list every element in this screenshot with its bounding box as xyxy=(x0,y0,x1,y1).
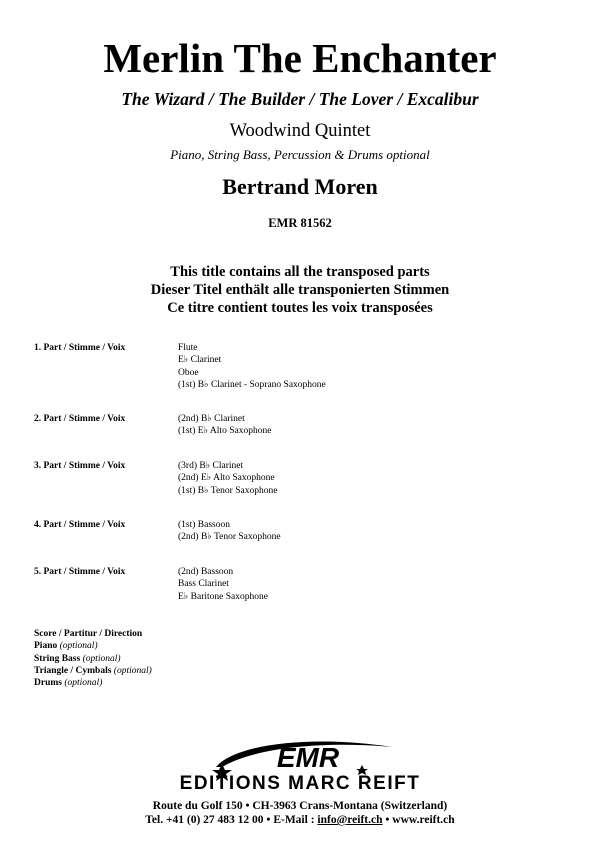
extra-name: Score / Partitur / Direction xyxy=(34,629,143,639)
instrument-item: (1st) Bassoon xyxy=(178,520,230,530)
part-label: 4. Part / Stimme / Voix xyxy=(34,520,126,530)
instrument-item: (2nd) Bassoon xyxy=(178,567,234,577)
notice-german: Dieser Titel enthält alle transponierten Stimmen xyxy=(150,282,450,298)
instrument-item: Oboe xyxy=(178,367,199,378)
additional-scores-list xyxy=(34,628,152,689)
phone-text: Tel. +41 (0) 27 483 12 00 • E-Mail : xyxy=(145,814,318,826)
instrument-item: Bass Clarinet xyxy=(178,579,229,590)
instrument-item: E♭ Baritone Saxophone xyxy=(178,591,268,602)
instrument-item: E♭ Clarinet xyxy=(178,355,222,366)
extra-note: (optional) xyxy=(113,665,152,676)
website-text: • www.reift.ch xyxy=(382,814,455,826)
part-instruments xyxy=(178,460,277,497)
part-label: 3. Part / Stimme / Voix xyxy=(34,461,126,471)
extra-name: Piano xyxy=(34,641,58,652)
part-instruments xyxy=(178,519,281,544)
publisher-address: Route du Golf 150 • CH-3963 Crans-Montana (Switzerland) xyxy=(152,800,448,812)
ensemble-label: Woodwind Quintet xyxy=(229,121,371,141)
work-title: Merlin The Enchanter xyxy=(103,35,497,81)
part-instruments xyxy=(178,566,268,603)
publisher-contact xyxy=(0,813,600,828)
catalog-number: EMR 81562 xyxy=(268,216,332,230)
instrument-item: (1st) B♭ Clarinet - Soprano Saxophone xyxy=(178,379,326,390)
extra-note: (optional) xyxy=(82,653,121,664)
instrument-item: (2nd) E♭ Alto Saxophone xyxy=(178,473,275,484)
composer-name: Bertrand Moren xyxy=(222,174,378,199)
extra-item xyxy=(34,628,152,640)
instrument-item: Flute xyxy=(178,343,198,353)
logo-lettering: EMR xyxy=(276,742,340,773)
extra-note: (optional) xyxy=(64,678,103,689)
part-label: 2. Part / Stimme / Voix xyxy=(34,414,126,424)
instrument-item: (2nd) B♭ Tenor Saxophone xyxy=(178,532,281,543)
part-instruments xyxy=(178,413,271,438)
part-instruments xyxy=(178,342,326,391)
email-link[interactable]: info@reift.ch xyxy=(317,814,383,826)
extra-name: Drums xyxy=(34,678,62,689)
optional-instruments: Piano, String Bass, Percussion & Drums optional xyxy=(170,147,430,162)
notice-english: This title contains all the transposed parts xyxy=(170,264,430,280)
notice-french: Ce titre contient toutes les voix transposées xyxy=(167,300,433,316)
instrument-item: (1st) B♭ Tenor Saxophone xyxy=(178,485,278,496)
movement-subtitle: The Wizard / The Builder / The Lover / Excalibur xyxy=(121,89,479,109)
extra-item xyxy=(34,677,152,689)
extra-note: (optional) xyxy=(59,641,98,652)
part-label: 1. Part / Stimme / Voix xyxy=(34,343,126,353)
publisher-name: EDITIONS MARC REIFT xyxy=(179,773,421,794)
extra-item xyxy=(34,640,152,652)
part-label: 5. Part / Stimme / Voix xyxy=(34,567,126,577)
extra-name: String Bass xyxy=(34,653,81,664)
instrument-item: (3rd) B♭ Clarinet xyxy=(178,461,244,471)
extra-item xyxy=(34,653,152,665)
extra-name: Triangle / Cymbals xyxy=(34,665,112,676)
transposed-parts-notice xyxy=(0,263,600,317)
instrument-item: (2nd) B♭ Clarinet xyxy=(178,414,245,424)
extra-item xyxy=(34,665,152,677)
instrument-item: (1st) E♭ Alto Saxophone xyxy=(178,426,272,437)
